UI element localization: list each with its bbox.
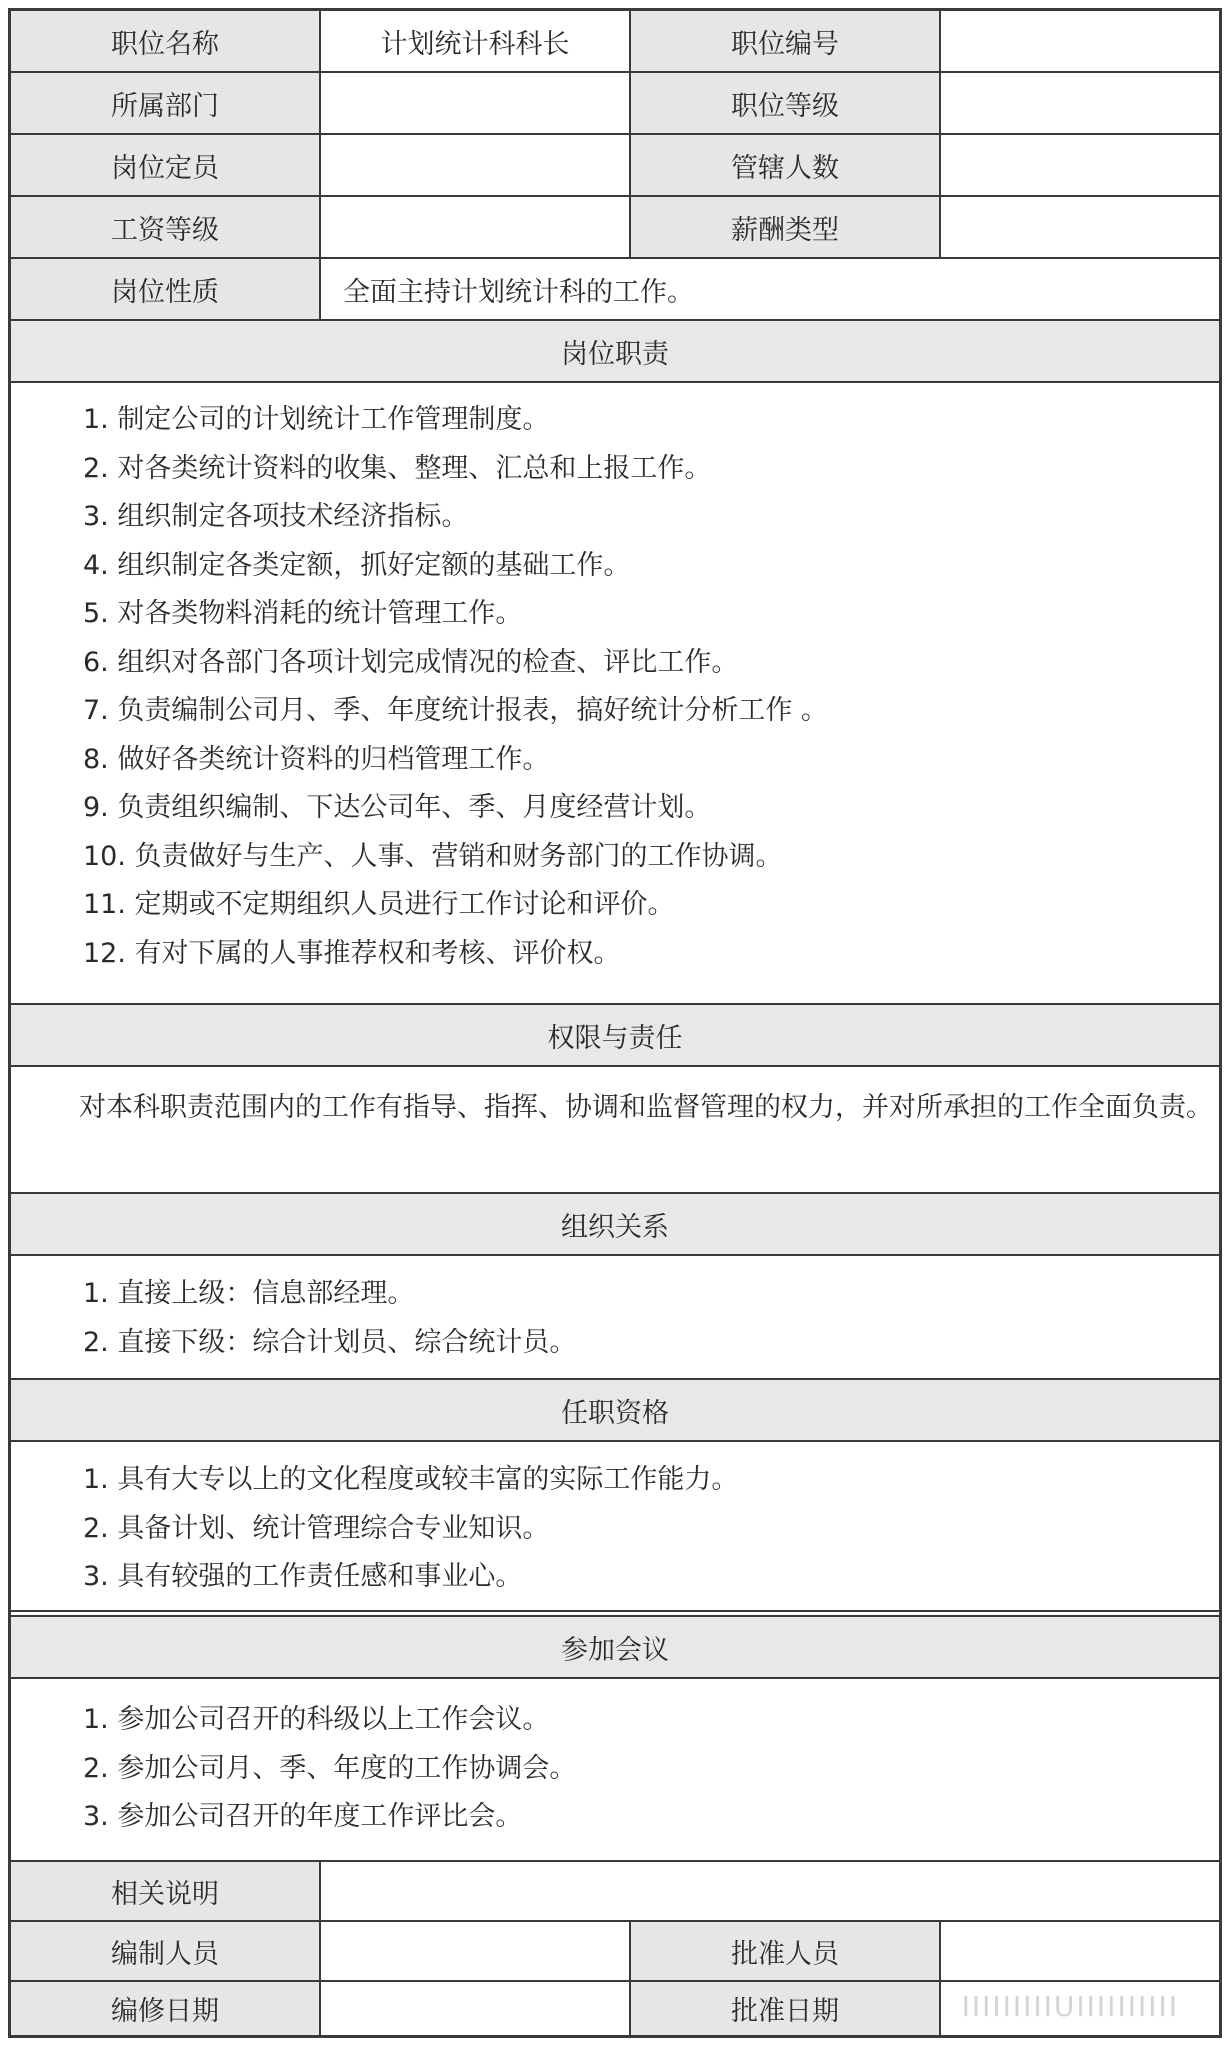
section-title-duties: 岗位职责: [11, 321, 1219, 383]
value-position-name: 计划统计科科长: [321, 11, 631, 71]
row-position-name: [11, 11, 1219, 73]
row-headcount: [11, 135, 1219, 197]
label-headcount: 岗位定员: [11, 135, 321, 195]
section-title-organization: 组织关系: [11, 1194, 1219, 1256]
label-subordinates: 管辖人数: [631, 135, 941, 195]
label-wage-grade: 工资等级: [11, 197, 321, 257]
duty-item: 4. 组织制定各类定额，抓好定额的基础工作。: [83, 549, 631, 581]
row-notes: [11, 1862, 1219, 1922]
organization-list: [11, 1256, 1219, 1380]
duty-item: 7. 负责编制公司月、季、年度统计报表，搞好统计分析工作 。: [83, 695, 828, 726]
value-position-code: [941, 11, 1219, 71]
row-department: [11, 73, 1219, 135]
row-wage-grade: [11, 197, 1219, 259]
value-department: [321, 73, 631, 133]
row-author: [11, 1922, 1219, 1982]
page-break: [11, 1610, 1219, 1617]
meetings-list: [11, 1679, 1219, 1862]
value-author: [321, 1922, 631, 1980]
meeting-item: 1. 参加公司召开的科级以上工作会议。: [83, 1704, 550, 1735]
duty-item: 10. 负责做好与生产、人事、营销和财务部门的工作协调。: [83, 840, 783, 872]
organization-item: 1. 直接上级：信息部经理。: [83, 1278, 415, 1309]
watermark: IIIIIIIIIUIIIIIIIIII: [961, 1990, 1179, 2023]
label-notes: 相关说明: [11, 1862, 321, 1920]
value-approver: [941, 1922, 1219, 1980]
row-position-nature: [11, 259, 1219, 321]
label-position-code: 职位编号: [631, 11, 941, 71]
label-edit-date: 编修日期: [11, 1982, 321, 2035]
duty-item: 11. 定期或不定期组织人员进行工作讨论和评价。: [83, 889, 675, 920]
duty-item: 3. 组织制定各项技术经济指标。: [83, 501, 469, 532]
label-position-nature: 岗位性质: [11, 259, 321, 319]
meeting-item: 2. 参加公司月、季、年度的工作协调会。: [83, 1752, 577, 1784]
value-notes: [321, 1862, 1219, 1920]
organization-item: 2. 直接下级：综合计划员、综合统计员。: [83, 1326, 577, 1358]
value-headcount: [321, 135, 631, 195]
authority-text: 对本科职责范围内的工作有指导、指挥、协调和监督管理的权力，并对所承担的工作全面负责。: [11, 1067, 1219, 1194]
section-title-meetings: 参加会议: [11, 1617, 1219, 1679]
duty-item: 9. 负责组织编制、下达公司年、季、月度经营计划。: [83, 792, 712, 823]
qualification-item: 3. 具有较强的工作责任感和事业心。: [83, 1561, 523, 1592]
value-edit-date: [321, 1982, 631, 2035]
label-pay-type: 薪酬类型: [631, 197, 941, 257]
value-position-nature: 全面主持计划统计科的工作。: [343, 276, 694, 308]
duty-item: 2. 对各类统计资料的收集、整理、汇总和上报工作。: [83, 452, 712, 484]
duty-item: 5. 对各类物料消耗的统计管理工作。: [83, 598, 523, 629]
value-subordinates: [941, 135, 1219, 195]
value-pay-type: [941, 197, 1219, 257]
qualification-item: 2. 具备计划、统计管理综合专业知识。: [83, 1512, 550, 1544]
job-description-table: [8, 8, 1222, 2038]
label-department: 所属部门: [11, 73, 321, 133]
section-title-authority: 权限与责任: [11, 1005, 1219, 1067]
label-approver: 批准人员: [631, 1922, 941, 1980]
qualification-item: 1. 具有大专以上的文化程度或较丰富的实际工作能力。: [83, 1464, 739, 1495]
duty-item: 1. 制定公司的计划统计工作管理制度。: [83, 404, 550, 435]
section-title-qualifications: 任职资格: [11, 1380, 1219, 1442]
duties-list: [11, 383, 1219, 1005]
qualifications-list: [11, 1442, 1219, 1610]
duty-item: 6. 组织对各部门各项计划完成情况的检查、评比工作。: [83, 646, 739, 678]
label-position-level: 职位等级: [631, 73, 941, 133]
duty-item: 12. 有对下属的人事推荐权和考核、评价权。: [83, 937, 621, 969]
label-author: 编制人员: [11, 1922, 321, 1980]
label-approve-date: 批准日期: [631, 1982, 941, 2035]
value-position-level: [941, 73, 1219, 133]
value-wage-grade: [321, 197, 631, 257]
label-position-name: 职位名称: [11, 11, 321, 71]
meeting-item: 3. 参加公司召开的年度工作评比会。: [83, 1801, 523, 1832]
duty-item: 8. 做好各类统计资料的归档管理工作。: [83, 743, 550, 775]
